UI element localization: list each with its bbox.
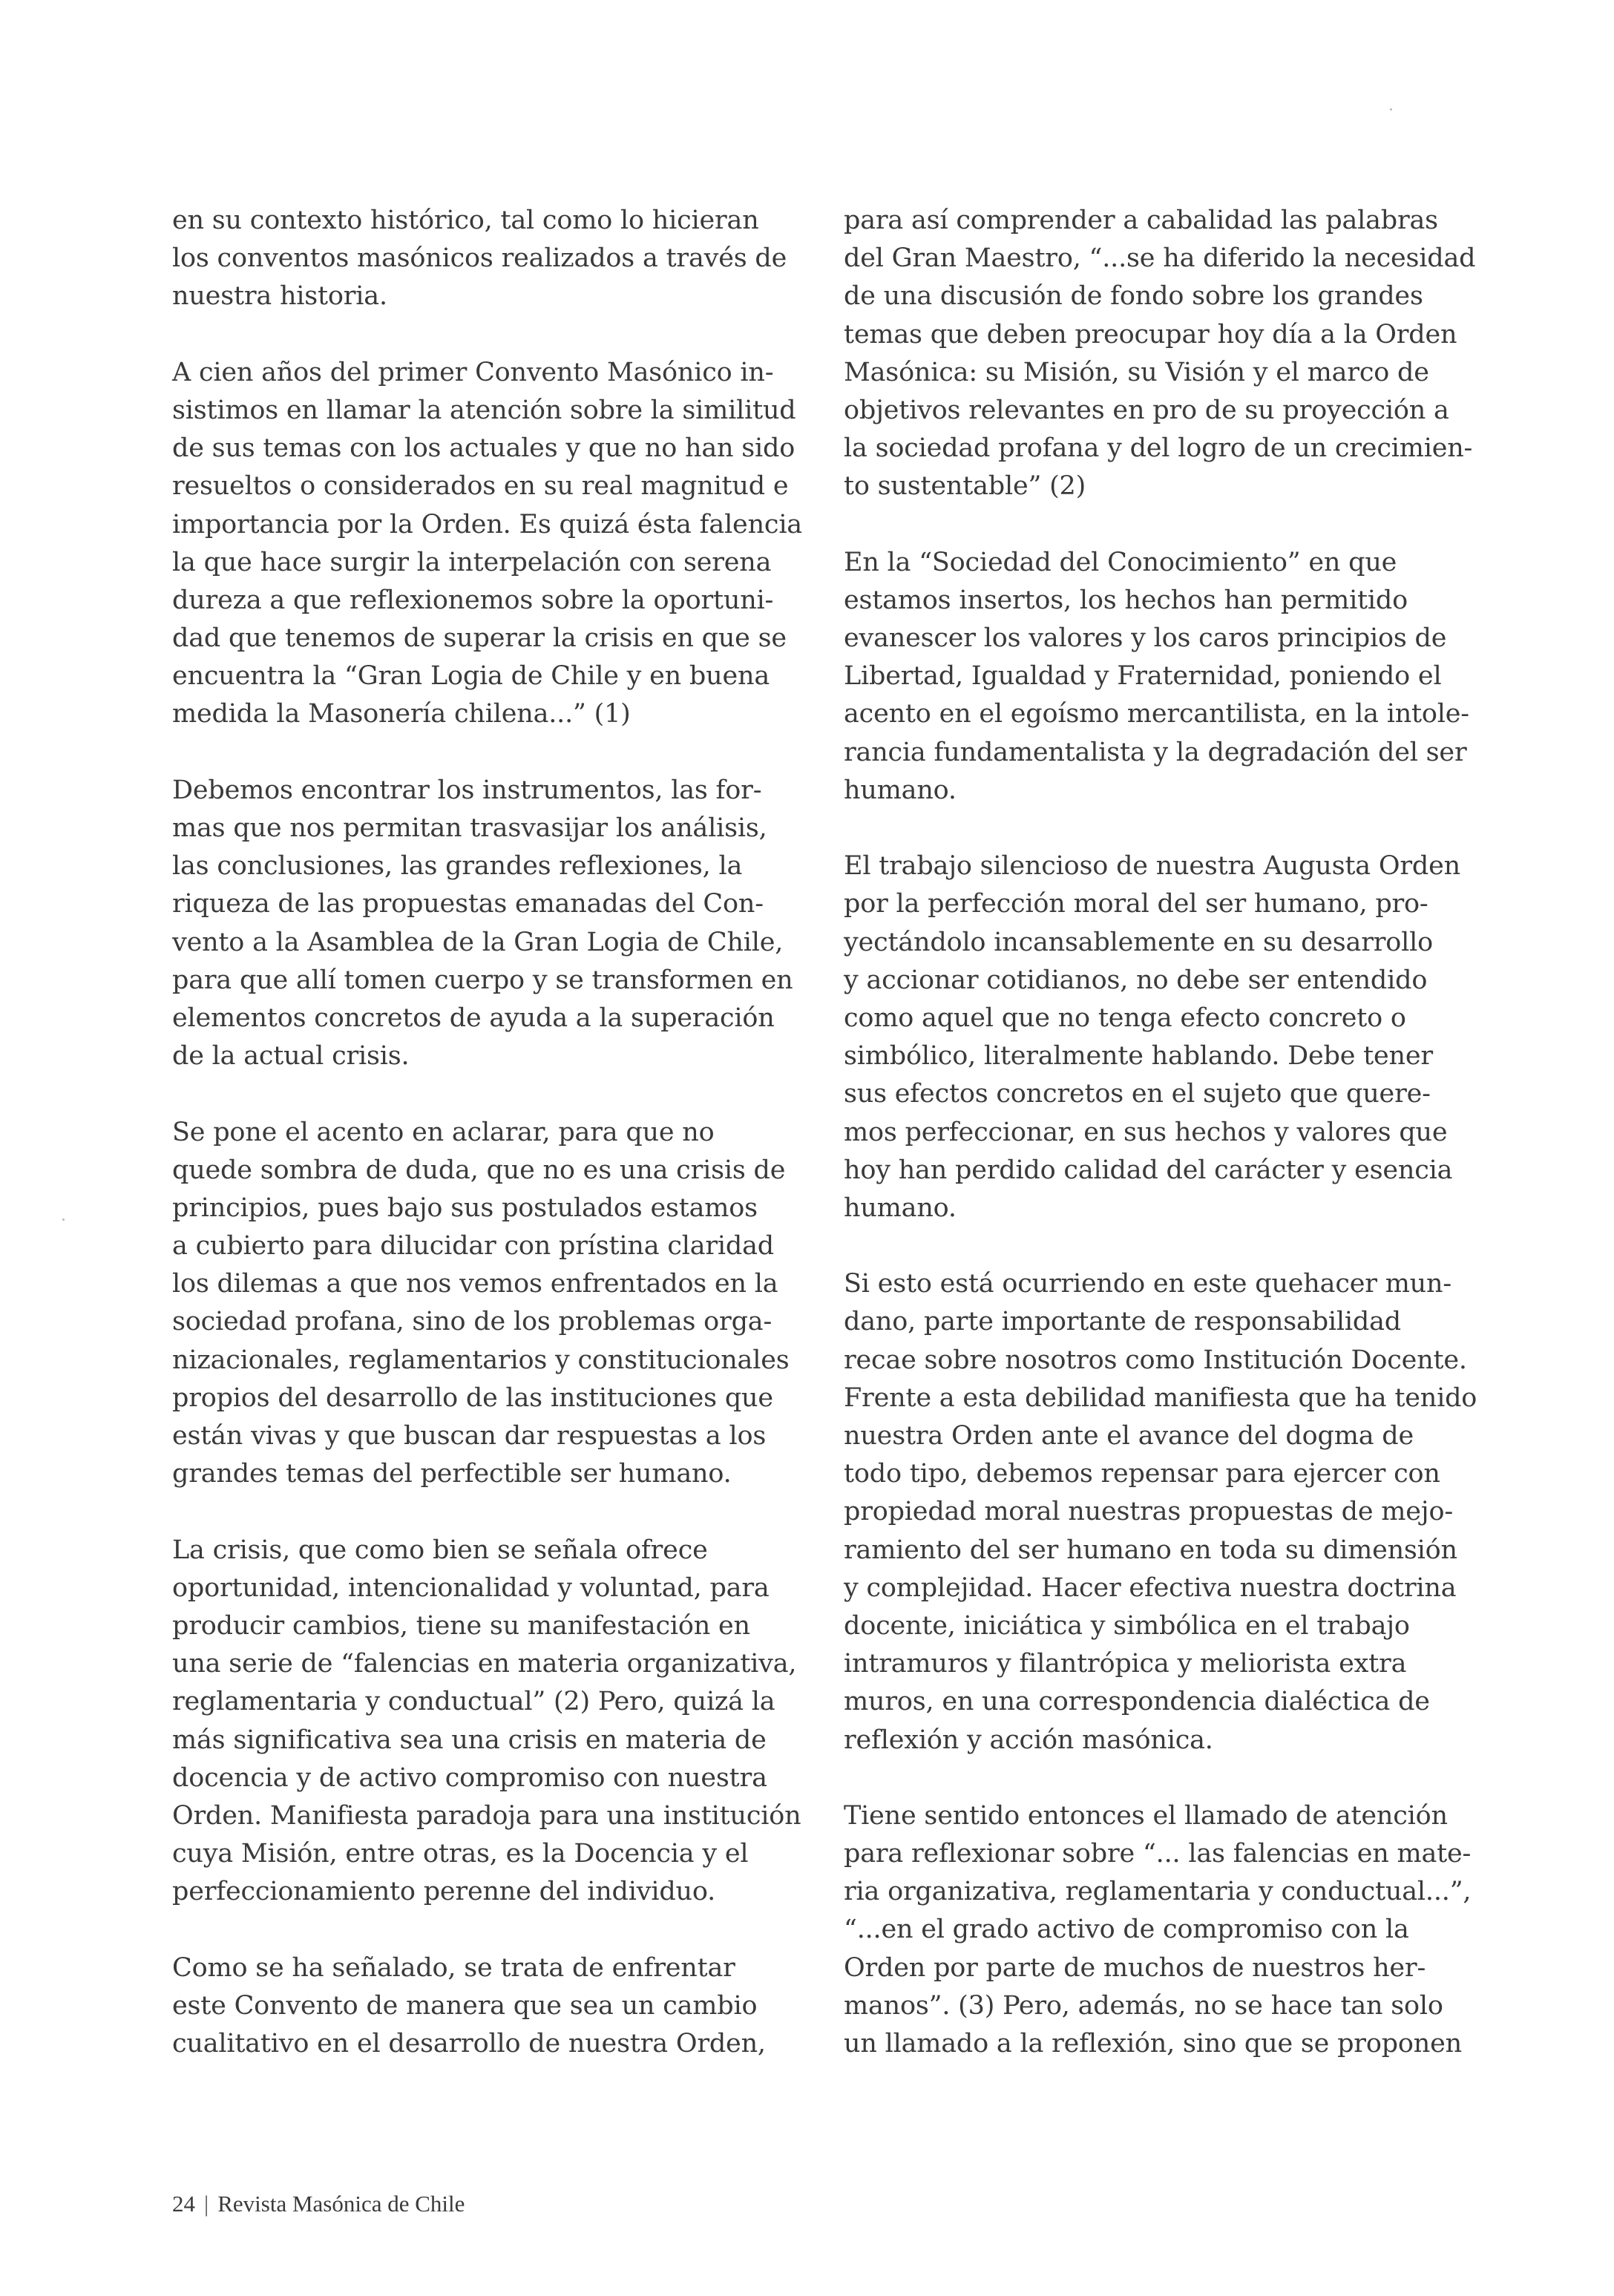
paragraph: [172, 1114, 810, 1494]
page-footer: [172, 2191, 465, 2217]
text-line: están vivas y que buscan dar respuestas a los: [172, 1421, 767, 1451]
text-line: producir cambios, tiene su manifestación en: [172, 1610, 750, 1641]
scan-speck: [62, 1218, 65, 1221]
text-line: por la perfección moral del ser humano, pro-: [844, 889, 1428, 919]
text-line: manos”. (3) Pero, además, no se hace tan solo: [844, 1990, 1443, 2021]
text-line: dad que tenemos de superar la crisis en que se: [172, 623, 787, 654]
text-line: mos perfeccionar, en sus hechos y valores que: [844, 1117, 1448, 1147]
text-line: estamos insertos, los hechos han permitido: [844, 585, 1408, 615]
text-line: sociedad profana, sino de los problemas orga-: [172, 1307, 772, 1337]
paragraph: [844, 1265, 1482, 1759]
text-line: to sustentable” (2): [844, 471, 1086, 502]
text-line: nuestra Orden ante el avance del dogma de: [844, 1421, 1414, 1451]
text-line: humano.: [844, 775, 957, 805]
text-line: objetivos relevantes en pro de su proyección a: [844, 395, 1449, 425]
text-line: riqueza de las propuestas emanadas del Con-: [172, 889, 764, 919]
text-line: dureza a que reflexionemos sobre la oportuni-: [172, 585, 774, 615]
text-line: las conclusiones, las grandes reflexiones, la: [172, 851, 743, 882]
footer-separator: |: [204, 2191, 209, 2217]
paragraph: [844, 202, 1482, 506]
paragraph: [172, 1532, 810, 1912]
text-line: la que hace surgir la interpelación con serena: [172, 547, 772, 577]
text-line: A cien años del primer Convento Masónico in-: [172, 357, 774, 387]
text-line: temas que deben preocupar hoy día a la Orden: [844, 319, 1457, 350]
text-line: a cubierto para dilucidar con prístina claridad: [172, 1231, 774, 1262]
paragraph: [172, 202, 810, 316]
text-line: yectándolo incansablemente en su desarrollo: [844, 927, 1434, 957]
text-line: todo tipo, debemos repensar para ejercer con: [844, 1459, 1440, 1489]
text-line: para así comprender a cabalidad las palabras: [844, 206, 1438, 235]
text-line: cualitativo en el desarrollo de nuestra Orden,: [172, 2029, 766, 2059]
text-line: Si esto está ocurriendo en este quehacer mun-: [844, 1269, 1451, 1299]
text-line: propios del desarrollo de las instituciones que: [172, 1382, 773, 1413]
text-line: vento a la Asamblea de la Gran Logia de Chile,: [172, 927, 784, 957]
text-line: dano, parte importante de responsabilidad: [844, 1307, 1401, 1337]
text-line: Libertad, Igualdad y Fraternidad, poniendo el: [844, 661, 1442, 692]
text-line: la sociedad profana y del logro de un crecimien-: [844, 433, 1473, 464]
text-line: importancia por la Orden. Es quizá ésta falencia: [172, 509, 802, 539]
text-line: un llamado a la reflexión, sino que se proponen: [844, 2029, 1462, 2059]
paragraph: [172, 1949, 810, 2064]
text-line: quede sombra de duda, que no es una crisis de: [172, 1155, 786, 1185]
text-line: Se pone el acento en aclarar, para que no: [172, 1117, 715, 1147]
page-number: 24: [172, 2191, 195, 2217]
text-line: de sus temas con los actuales y que no han sido: [172, 433, 795, 464]
paragraph: [844, 1797, 1482, 2063]
text-line: Tiene sentido entonces el llamado de atención: [844, 1800, 1448, 1831]
text-line: principios, pues bajo sus postulados estamos: [172, 1193, 758, 1223]
text-line: Como se ha señalado, se trata de enfrentar: [172, 1952, 735, 1983]
text-line: nuestra historia.: [172, 281, 387, 312]
text-line: ria organizativa, reglamentaria y conductual...”,: [844, 1877, 1472, 1907]
right-column: [844, 202, 1482, 2063]
text-line: Masónica: su Misión, su Visión y el marco de: [844, 357, 1429, 387]
text-line: mas que nos permitan trasvasijar los análisis,: [172, 813, 767, 843]
text-line: reglamentaria y conductual” (2) Pero, quizá la: [172, 1687, 775, 1717]
text-line: Debemos encontrar los instrumentos, las for-: [172, 775, 762, 805]
text-line: de la actual crisis.: [172, 1041, 410, 1072]
text-line: humano.: [844, 1193, 957, 1223]
text-line: y complejidad. Hacer efectiva nuestra doctrina: [844, 1572, 1457, 1603]
text-line: medida la Masonería chilena...” (1): [172, 699, 631, 729]
text-line: Orden. Manifiesta paradoja para una institución: [172, 1800, 801, 1831]
text-line: los conventos masónicos realizados a través de: [172, 243, 787, 274]
text-line: ramiento del ser humano en toda su dimensión: [844, 1535, 1457, 1565]
text-line: oportunidad, intencionalidad y voluntad, para: [172, 1572, 770, 1603]
text-line: sistimos en llamar la atención sobre la similitud: [172, 395, 796, 425]
text-line: los dilemas a que nos vemos enfrentados en la: [172, 1269, 778, 1299]
text-line: encuentra la “Gran Logia de Chile y en buena: [172, 661, 770, 692]
text-line: como aquel que no tenga efecto concreto o: [844, 1003, 1406, 1033]
text-line: nizacionales, reglamentarios y constitucionales: [172, 1345, 790, 1375]
text-line: simbólico, literalmente hablando. Debe tener: [844, 1041, 1433, 1072]
text-line: sus efectos concretos en el sujeto que quere-: [844, 1079, 1431, 1109]
text-line: elementos concretos de ayuda a la superación: [172, 1003, 775, 1033]
paragraph: [172, 354, 810, 734]
scan-speck: [1390, 108, 1392, 111]
text-line: evanescer los valores y los caros principios de: [844, 623, 1447, 654]
text-line: resueltos o considerados en su real magnitud e: [172, 471, 789, 502]
text-line: docencia y de activo compromiso con nuestra: [172, 1762, 767, 1793]
text-line: del Gran Maestro, “...se ha diferido la necesidad: [844, 243, 1476, 274]
text-line: muros, en una correspondencia dialéctica de: [844, 1687, 1430, 1717]
text-line: este Convento de manera que sea un cambio: [172, 1990, 758, 2021]
text-line: Orden por parte de muchos de nuestros her-: [844, 1952, 1426, 1983]
text-line: El trabajo silencioso de nuestra Augusta Orden: [844, 851, 1460, 882]
text-line: reflexión y acción masónica.: [844, 1725, 1213, 1755]
text-line: “...en el grado activo de compromiso con la: [844, 1915, 1409, 1945]
text-line: para que allí tomen cuerpo y se transformen en: [172, 965, 793, 995]
text-line: y accionar cotidianos, no debe ser entendido: [844, 965, 1428, 995]
paragraph: [844, 544, 1482, 810]
text-line: Frente a esta debilidad manifiesta que ha tenido: [844, 1382, 1477, 1413]
text-line: para reflexionar sobre “... las falencias en mate-: [844, 1839, 1472, 1869]
text-line: propiedad moral nuestras propuestas de mejo-: [844, 1497, 1453, 1527]
text-line: recae sobre nosotros como Institución Docente.: [844, 1345, 1467, 1375]
text-line: hoy han perdido calidad del carácter y esencia: [844, 1155, 1453, 1185]
paragraph: [172, 772, 810, 1076]
text-line: intramuros y filantrópica y meliorista extra: [844, 1649, 1407, 1679]
text-line: perfeccionamiento perenne del individuo.: [172, 1877, 716, 1907]
left-column: [172, 202, 810, 2063]
text-line: una serie de “falencias en materia organizativa,: [172, 1649, 797, 1679]
text-line: acento en el egoísmo mercantilista, en la intole-: [844, 699, 1469, 729]
paragraph: [844, 847, 1482, 1227]
text-line: grandes temas del perfectible ser humano.: [172, 1459, 732, 1489]
text-line: rancia fundamentalista y la degradación del ser: [844, 737, 1467, 767]
text-line: cuya Misión, entre otras, es la Docencia y el: [172, 1839, 749, 1869]
publication-name: Revista Masónica de Chile: [217, 2191, 465, 2217]
text-line: en su contexto histórico, tal como lo hicieran: [172, 206, 759, 235]
text-line: En la “Sociedad del Conocimiento” en que: [844, 547, 1397, 577]
text-line: La crisis, que como bien se señala ofrece: [172, 1535, 708, 1565]
text-line: más significativa sea una crisis en materia de: [172, 1725, 767, 1755]
text-line: docente, iniciática y simbólica en el trabajo: [844, 1610, 1410, 1641]
text-line: de una discusión de fondo sobre los grandes: [844, 281, 1423, 312]
